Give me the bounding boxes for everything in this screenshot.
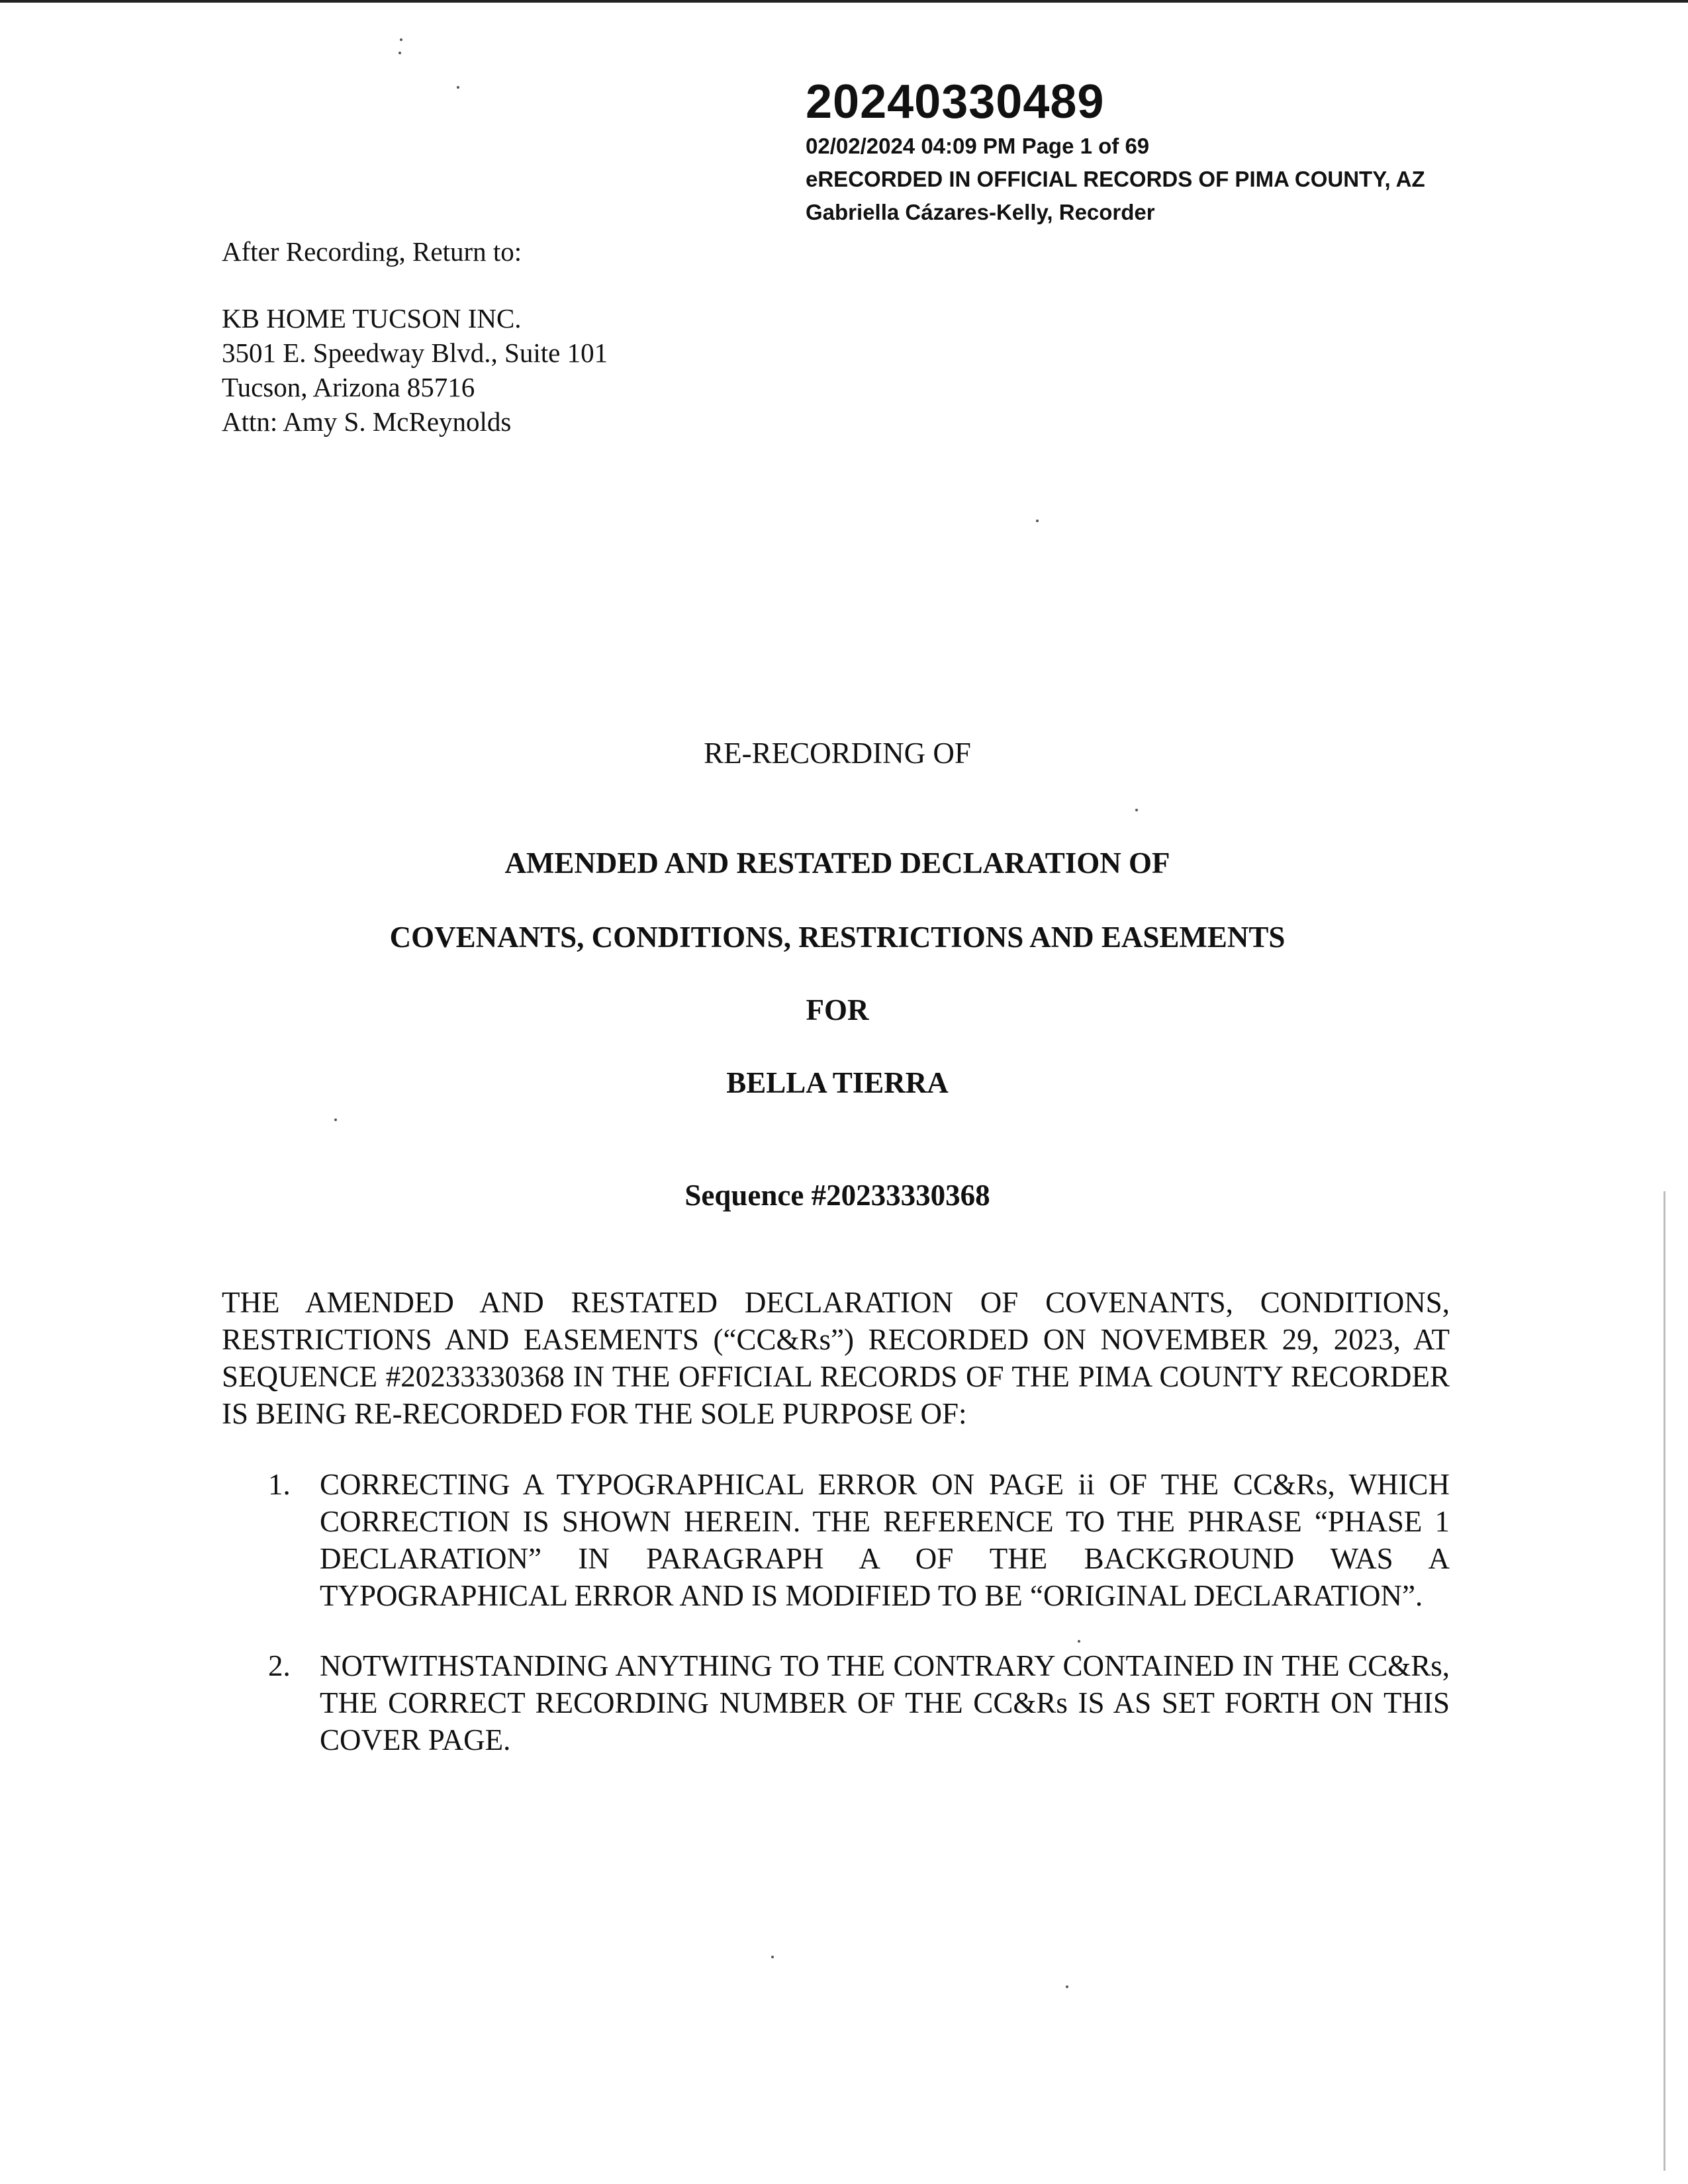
- recorder-name: Gabriella Cázares-Kelly, Recorder: [806, 200, 1155, 224]
- recording-datetime: 02/02/2024 04:09 PM Page 1 of 69: [806, 134, 1150, 158]
- scan-speck: [399, 52, 401, 54]
- scan-edge-line: [0, 0, 1688, 3]
- purpose-list: [268, 1466, 1450, 1792]
- list-item: [268, 1647, 1450, 1758]
- title-line-2: COVENANTS, CONDITIONS, RESTRICTIONS AND EASEMENTS: [389, 921, 1286, 954]
- address-attn: Attn: Amy S. McReynolds: [222, 406, 512, 437]
- scan-speck: [771, 1956, 774, 1958]
- title-line-1: AMENDED AND RESTATED DECLARATION OF: [504, 846, 1170, 880]
- sequence-number: Sequence #20233330368: [684, 1179, 990, 1212]
- list-item-number: 2.: [268, 1649, 291, 1682]
- return-to-label: After Recording, Return to:: [222, 236, 522, 267]
- scan-speck: [400, 38, 402, 41]
- rerecording-heading: RE-RECORDING OF: [704, 737, 971, 770]
- scan-edge-line: [1664, 1191, 1665, 2171]
- recording-number: 20240330489: [806, 75, 1105, 128]
- scan-speck: [334, 1118, 337, 1121]
- address-city: Tucson, Arizona 85716: [222, 372, 475, 402]
- scan-speck: [1135, 809, 1138, 811]
- list-item-number: 1.: [268, 1468, 291, 1501]
- scan-speck: [1036, 520, 1039, 522]
- return-address: [222, 301, 608, 439]
- list-item-text: NOTWITHSTANDING ANYTHING TO THE CONTRARY CONTAINED IN THE CC&Rs, THE CORRECT RECORDING NUMBER OF THE CC&Rs IS AS SET FORTH ON THIS COVER PAGE.: [320, 1649, 1450, 1756]
- list-item-text: CORRECTING A TYPOGRAPHICAL ERROR ON PAGE ii OF THE CC&Rs, WHICH CORRECTION IS SHOWN HEREIN. THE REFERENCE TO THE PHRASE “PHASE 1 DECLARATION” IN PARAGRAPH A OF THE BACKGROUND WAS A TYPOGRAPHICAL ERROR AND IS MODIFIED TO BE “ORIGINAL DECLARATION”.: [320, 1468, 1450, 1612]
- scan-speck: [457, 86, 459, 89]
- list-item: [268, 1466, 1450, 1614]
- title-line-3: FOR: [806, 993, 869, 1026]
- intro-paragraph: THE AMENDED AND RESTATED DECLARATION OF COVENANTS, CONDITIONS, RESTRICTIONS AND EASEMENTS (“CC&Rs”) RECORDED ON NOVEMBER 29, 2023, AT SEQUENCE #20233330368 IN THE OFFICIAL RECORDS OF THE PIMA COUNTY RECORDER IS BEING RE-RECORDED FOR THE SOLE PURPOSE OF:: [222, 1286, 1450, 1430]
- title-line-4: BELLA TIERRA: [726, 1066, 949, 1099]
- recording-office: eRECORDED IN OFFICIAL RECORDS OF PIMA COUNTY, AZ: [806, 167, 1425, 191]
- address-name: KB HOME TUCSON INC.: [222, 303, 522, 334]
- scan-speck: [1066, 1985, 1068, 1988]
- recording-stamp: [806, 74, 1425, 229]
- address-street: 3501 E. Speedway Blvd., Suite 101: [222, 338, 608, 368]
